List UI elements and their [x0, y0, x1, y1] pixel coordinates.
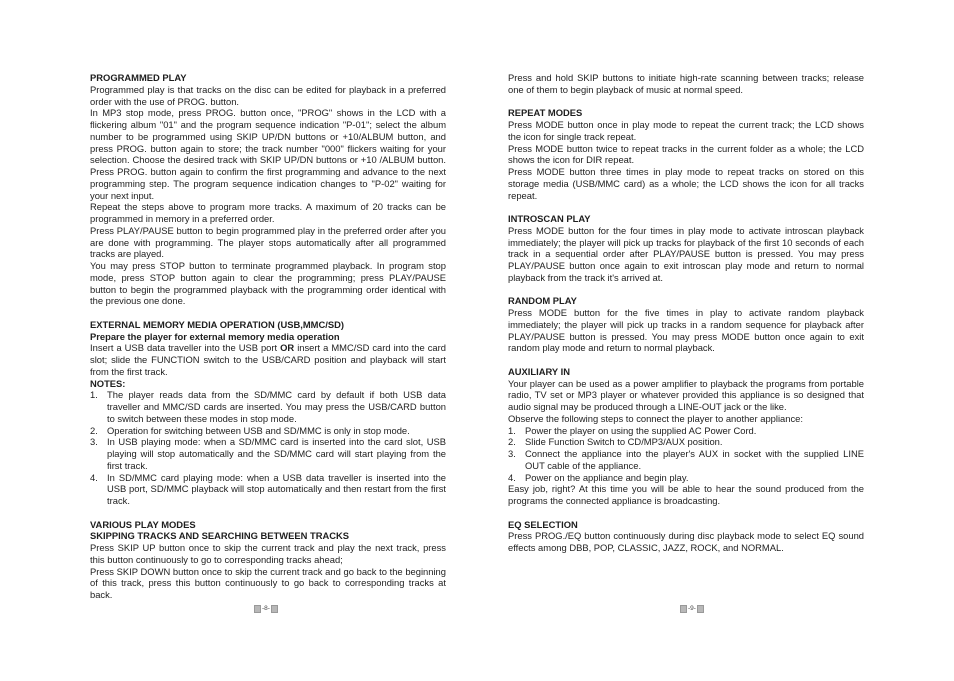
step-number: 2.	[508, 436, 516, 448]
programmed-play-heading: PROGRAMMED PLAY	[90, 72, 187, 83]
body-paragraph: In MP3 stop mode, press PROG. button once, "PROG" shows in the LCD with a flickering album "01" and the program sequence indication "P-01"; select the album number to be programmed using SKIP UP/DN buttons or +10/ALBUM button, and press PROG. button again to store; the track number "000" flickers waiting for your selection. Choose the desired track with SKIP UP/DN buttons or +10 /ALBUM button. Press PROG. button again to confirm the first programming and advance to the next programming step. The program sequence indication changes to "P-02" waiting for your next input.	[90, 107, 446, 201]
step-number: 1.	[508, 424, 516, 436]
body-paragraph: Press SKIP DOWN button once to skip the current track and go back to the beginning of this track, press this button continuously to go back to corresponding tracks at back.	[90, 565, 446, 600]
step-item	[508, 436, 864, 448]
page-number-marker	[254, 605, 261, 613]
note-item	[90, 436, 446, 471]
various-play-modes-heading: VARIOUS PLAY MODES	[90, 518, 196, 530]
body-paragraph: Programmed play is that tracks on the disc can be edited for playback in a preferred order with the use of PROG. button.	[90, 83, 446, 107]
external-memory-heading: EXTERNAL MEMORY MEDIA OPERATION (USB,MMC/SD)	[90, 318, 344, 330]
step-number: 3.	[508, 448, 516, 459]
step-item	[508, 472, 864, 484]
intro-text-a: Insert a USB data traveller into the USB port	[90, 342, 281, 354]
intro-or-emphasis: OR	[280, 342, 295, 354]
step-number: 4.	[508, 471, 516, 483]
body-paragraph: Easy job, right? At this time you will be able to hear the sound produced from the programs the connected appliance is broadcasting.	[508, 483, 864, 506]
page-number-left	[254, 605, 278, 613]
left-page-column	[90, 72, 446, 601]
note-item	[90, 425, 446, 437]
body-paragraph: Press PROG./EQ button continuously during disc playback mode to select EQ sound effects among DBB, POP, CLASSIC, JAZZ, ROCK, and NORMAL.	[508, 530, 864, 553]
skip-continued-paragraph: Press and hold SKIP buttons to initiate high-rate scanning between tracks; release one of them to begin playback of music at normal speed.	[508, 72, 864, 95]
notes-list	[90, 389, 446, 507]
body-paragraph: Press SKIP UP button once to skip the current track and play the next track, press this button continuously to go to corresponding tracks ahead;	[90, 542, 446, 565]
aux-steps-list	[508, 425, 864, 484]
repeat-modes-heading: REPEAT MODES	[508, 107, 583, 119]
notes-heading: NOTES:	[90, 377, 126, 389]
introscan-heading: INTROSCAN PLAY	[508, 213, 591, 224]
step-item	[508, 448, 864, 472]
page-number-marker	[271, 605, 278, 613]
page-number-text: -8-	[262, 605, 270, 612]
random-play-heading: RANDOM PLAY	[508, 295, 577, 307]
note-text: In USB playing mode: when a SD/MMC card is inserted into the card slot, USB playing will stop automatically and the SD/MMC card will start playing from the first track.	[107, 436, 446, 471]
body-paragraph: You may press STOP button to terminate programmed playback. In program stop mode, press STOP button again to clear the programming; press PLAY/PAUSE button to begin the programmed playback with the programming order identical with the previous one done.	[90, 260, 446, 307]
body-paragraph: Repeat the steps above to program more tracks. A maximum of 20 tracks can be programmed in memory in a preferred order.	[90, 201, 446, 224]
body-paragraph: Press MODE button twice to repeat tracks in the current folder as a whole; the LCD shows the icon for DIR repeat.	[508, 142, 864, 166]
step-text: Connect the appliance into the player's AUX in socket with the supplied LINE OUT cable of the appliance.	[525, 448, 864, 471]
note-number: 4.	[90, 471, 98, 483]
note-number: 3.	[90, 436, 98, 448]
external-memory-subheading: Prepare the player for external memory media operation	[90, 330, 340, 342]
page-number-text: -9-	[688, 605, 696, 612]
auxiliary-in-heading: AUXILIARY IN	[508, 365, 570, 377]
step-text: Slide Function Switch to CD/MP3/AUX position.	[525, 436, 723, 448]
body-paragraph: Press MODE button for the four times in play mode to activate introscan playback immediately; the player will pick up tracks for playback of the first 10 seconds of each track in a sequential order after PLAY/PAUSE button is pressed. You may press PLAY/PAUSE button once again to exit introscan play mode and return to normal playback from the track it's arrived at.	[508, 224, 864, 283]
external-memory-intro	[90, 342, 446, 377]
body-paragraph: Press MODE button once in play mode to repeat the current track; the LCD shows the icon for single track repeat.	[508, 119, 864, 142]
body-paragraph: Press MODE button three times in play mode to repeat tracks on stored on this storage media (USB/MMC card) as a whole; the LCD shows the icon for all tracks repeat.	[508, 166, 864, 201]
note-item	[90, 472, 446, 507]
page-number-marker	[697, 605, 704, 613]
page-number-right	[680, 605, 704, 613]
step-text: Power the player on using the supplied AC Power Cord.	[525, 424, 757, 436]
body-paragraph: Your player can be used as a power amplifier to playback the programs from portable radio, TV set or MP3 player or whatever provided this appliance is so designed that audio signal may be produced through a LINE-OUT jack or the like.	[508, 377, 864, 412]
step-text: Power on the appliance and begin play.	[525, 471, 689, 483]
note-item	[90, 389, 446, 424]
right-page-column	[508, 72, 864, 554]
note-number: 2.	[90, 424, 98, 436]
note-number: 1.	[90, 389, 98, 401]
note-text: In SD/MMC card playing mode: when a USB data traveller is inserted into the USB port, SD/MMC playback will stop automatically and then restart from the first track.	[107, 471, 446, 506]
note-text: Operation for switching between USB and SD/MMC is only in stop mode.	[107, 424, 410, 436]
page-number-marker	[680, 605, 687, 613]
body-paragraph: Observe the following steps to connect the player to another appliance:	[508, 412, 803, 424]
body-paragraph: Press PLAY/PAUSE button to begin programmed play in the preferred order after you are done with programming. The player stops automatically after all programmed tracks are played.	[90, 224, 446, 260]
eq-selection-heading: EQ SELECTION	[508, 518, 578, 530]
body-paragraph: Press MODE button for the five times in play to activate random playback immediately; the player will pick up tracks in a random sequence for playback after PLAY/PAUSE button is pressed. You may press MODE button once again to exit random play mode and return to normal playback.	[508, 307, 864, 354]
skipping-tracks-subheading: SKIPPING TRACKS AND SEARCHING BETWEEN TRACKS	[90, 530, 350, 542]
intro-text-b: insert a MMC/SD card into the card slot; slide the FUNCTION switch to the USB/CARD position and playback will start from the first track.	[90, 342, 446, 377]
note-text: The player reads data from the SD/MMC card by default if both USB data traveller and MMC/SD cards are inserted. You may press the USB/CARD button to switch between these modes in stop mode.	[107, 389, 446, 424]
step-item	[508, 425, 864, 437]
